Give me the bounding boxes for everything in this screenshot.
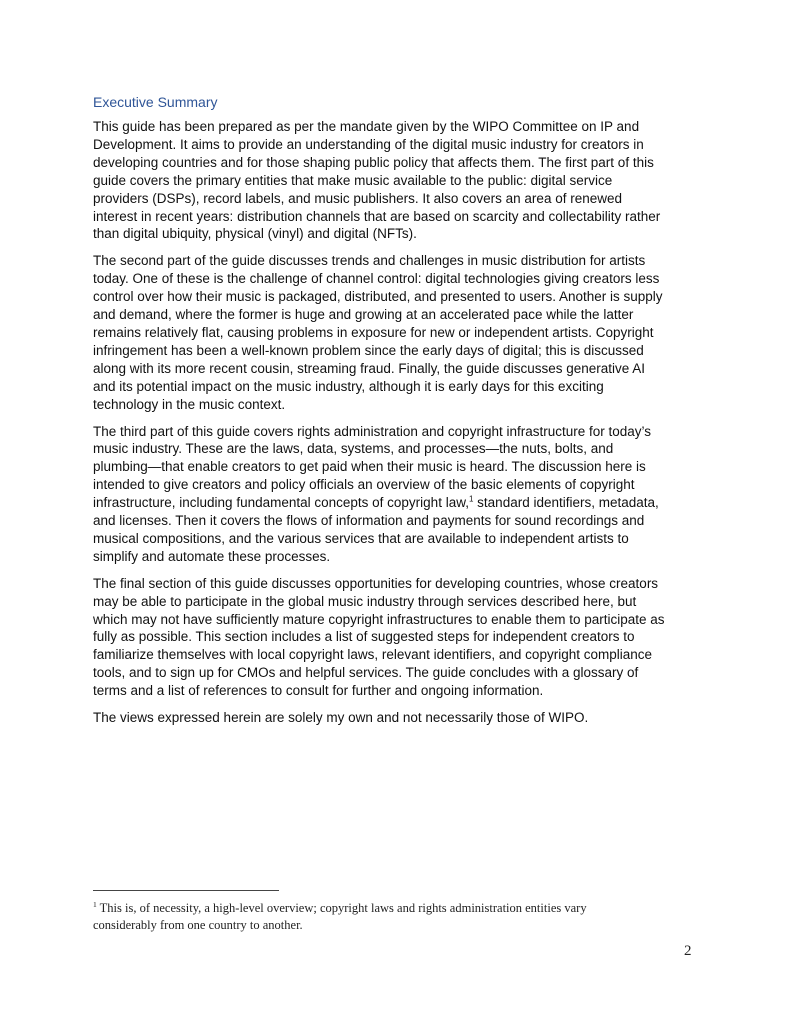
text-line: The final section of this guide discusses opportunities for developing countries, whose creators (93, 575, 659, 591)
footnote-number: 1 (93, 899, 97, 909)
text-line: guide covers the primary entities that make music available to the public: digital service (93, 172, 613, 188)
paragraph-3 (93, 423, 698, 566)
paragraph-4 (93, 575, 698, 700)
text-line: which may not have sufficiently mature copyright infrastructures to enable them to participate as (93, 611, 665, 627)
footnote-divider (93, 890, 279, 891)
text-line: developing countries and for those shaping public policy that affects them. The first part of this (93, 154, 654, 170)
text-line: simplify and automate these processes. (93, 548, 331, 564)
text-line: terms and a list of references to consult for further and ongoing information. (93, 683, 544, 699)
text-segment: infrastructure, including fundamental concepts of copyright law, (93, 495, 469, 511)
text-line: musical compositions, and the various services that are available to independent artists to (93, 530, 629, 546)
text-line: remains relatively flat, causing problems in exposure for new or independent artists. Copyright (93, 324, 654, 340)
body-text (93, 118, 698, 736)
text-line: intended to give creators and policy officials an overview of the basic elements of copyright (93, 477, 635, 493)
text-line: The second part of the guide discusses trends and challenges in music distribution for artists (93, 253, 646, 269)
footnote-reference[interactable]: 1 (468, 494, 474, 504)
text-line: control over how their music is packaged, distributed, and presented to users. Another is supply (93, 289, 663, 305)
text-line: today. One of these is the challenge of channel control: digital technologies giving creators less (93, 271, 660, 287)
text-line: and its potential impact on the music industry, although it is early days for this exciting (93, 378, 604, 394)
text-line: plumbing—that enable creators to get paid when their music is heard. The discussion here is (93, 459, 646, 475)
footnote-text: This is, of necessity, a high-level overview; copyright laws and rights administration entities vary (96, 901, 587, 915)
section-heading: Executive Summary (93, 94, 218, 110)
footnote (93, 900, 653, 934)
paragraph-1 (93, 118, 698, 243)
text-line-with-footnote (93, 494, 698, 512)
text-line: interest in recent years: distribution channels that are based on scarcity and collectability rather (93, 208, 661, 224)
text-line: than digital ubiquity, physical (vinyl) and digital (NFTs). (93, 226, 417, 242)
paragraph-5 (93, 709, 698, 727)
text-line: The third part of this guide covers rights administration and copyright infrastructure for today’s (93, 423, 652, 439)
text-segment: standard identifiers, metadata, (473, 495, 659, 511)
text-line: familiarize themselves with local copyright laws, relevant identifiers, and copyright compliance (93, 647, 652, 663)
text-line: may be able to participate in the global music industry through services described here, but (93, 593, 637, 609)
text-line: providers (DSPs), record labels, and music publishers. It also covers an area of renewed (93, 190, 622, 206)
text-line: and demand, where the former is huge and growing at an accelerated pace while the latter (93, 307, 634, 323)
footnote-line (93, 900, 653, 917)
text-line: technology in the music context. (93, 396, 286, 412)
text-line: The views expressed herein are solely my own and not necessarily those of WIPO. (93, 710, 589, 726)
text-line: Development. It aims to provide an understanding of the digital music industry for creators in (93, 136, 644, 152)
footnote-line: considerably from one country to another. (93, 918, 303, 932)
text-line: music industry. These are the laws, data, systems, and processes—the nuts, bolts, and (93, 441, 614, 457)
text-line: and licenses. Then it covers the flows of information and payments for sound recordings and (93, 513, 645, 529)
text-line: tools, and to sign up for CMOs and helpful services. The guide concludes with a glossary of (93, 665, 639, 681)
text-line: along with its more recent cousin, streaming fraud. Finally, the guide discusses generative AI (93, 360, 646, 376)
text-line: infringement has been a well-known problem since the early days of digital; this is discussed (93, 342, 644, 358)
text-line: fully as possible. This section includes a list of suggested steps for independent creators to (93, 629, 635, 645)
text-line: This guide has been prepared as per the mandate given by the WIPO Committee on IP and (93, 119, 640, 134)
page-number: 2 (684, 943, 692, 959)
paragraph-2 (93, 252, 698, 413)
